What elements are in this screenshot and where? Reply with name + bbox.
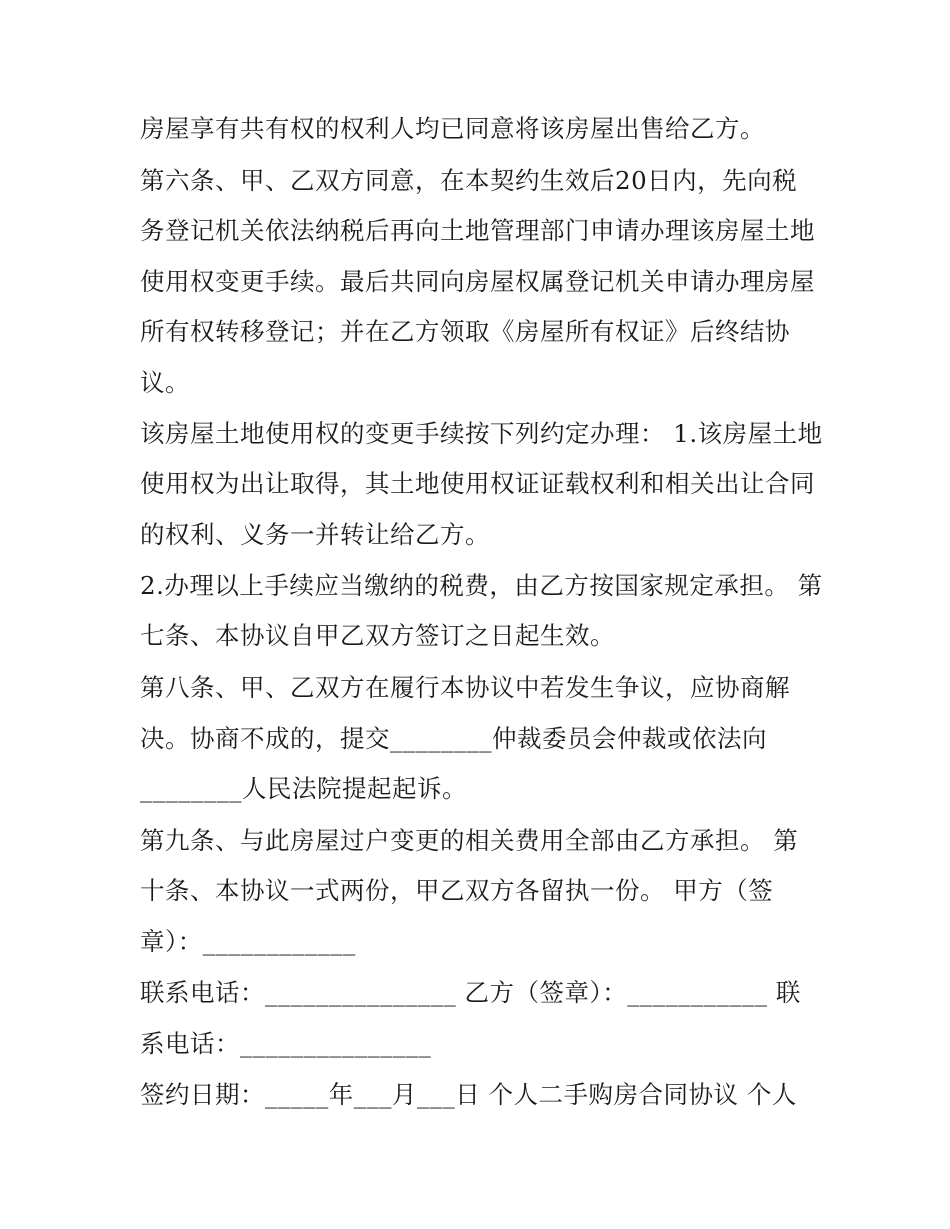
text-line: 第九条、与此房屋过户变更的相关费用全部由乙方承担。 第 <box>140 826 799 855</box>
text-line: 议。 <box>140 368 190 397</box>
text-line: 第六条、甲、乙双方同意，在本契约生效后20日内，先向税 <box>140 166 798 195</box>
text-line: 使用权变更手续。最后共同向房屋权属登记机关申请办理房屋 <box>140 267 815 296</box>
text-line: 十条、本协议一式两份，甲乙双方各留执一份。 甲方（签 <box>140 876 774 905</box>
text-line: 的权利、义务一并转让给乙方。 <box>140 520 490 549</box>
text-line: 签约日期：_____年___月___日 个人二手购房合同协议 个人 <box>140 1080 797 1109</box>
text-line: 务登记机关依法纳税后再向土地管理部门申请办理该房屋土地 <box>140 216 815 245</box>
text-line: 该房屋土地使用权的变更手续按下列约定办理： 1.该房屋土地 <box>140 419 823 448</box>
text-line: 章）：____________ <box>140 927 356 956</box>
text-line: 所有权转移登记；并在乙方领取《房屋所有权证》后终结协 <box>140 317 790 346</box>
text-line: 决。协商不成的，提交________仲裁委员会仲裁或依法向 <box>140 724 767 753</box>
text-line: 房屋享有共有权的权利人均已同意将该房屋出售给乙方。 <box>140 114 765 143</box>
text-line: 2.办理以上手续应当缴纳的税费，由乙方按国家规定承担。 第 <box>140 571 823 600</box>
text-line: ________人民法院提起起诉。 <box>140 774 467 803</box>
text-line: 第八条、甲、乙双方在履行本协议中若发生争议，应协商解 <box>140 673 790 702</box>
text-line: 联系电话：_______________ 乙方（签章）：___________ 联 <box>140 978 801 1007</box>
text-line: 七条、本协议自甲乙双方签订之日起生效。 <box>140 621 615 650</box>
text-line: 系电话：_______________ <box>140 1029 432 1058</box>
text-line: 使用权为出让取得，其土地使用权证证载权利和相关出让合同 <box>140 469 815 498</box>
